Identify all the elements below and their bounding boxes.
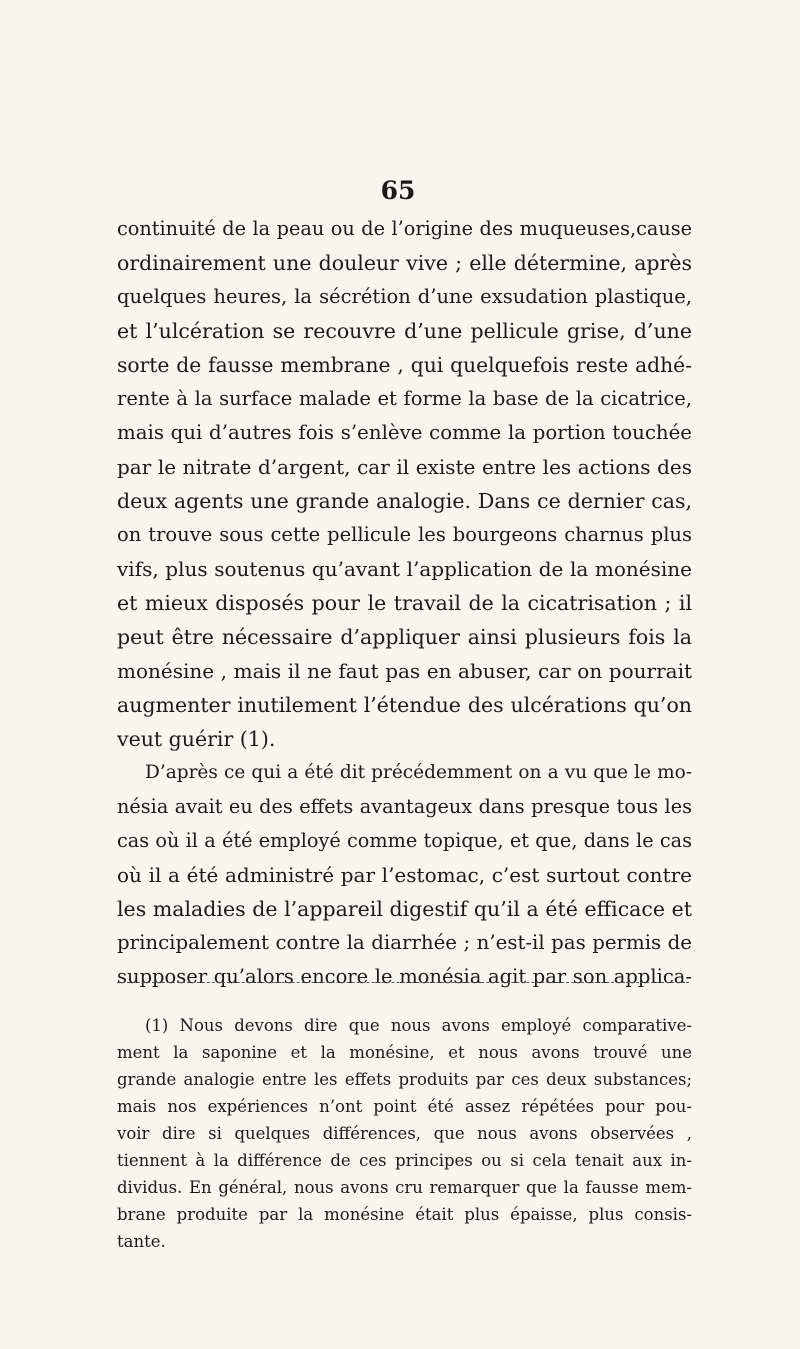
body-line: sorte de fausse membrane , qui quelquefois reste adhé- (117, 353, 692, 377)
page-number: 65 (380, 176, 416, 205)
body-line: deux agents une grande analogie. Dans ce dernier cas, (117, 489, 692, 513)
body-line: on trouve sous cette pellicule les bourgeons charnus plus (117, 523, 692, 546)
footnote-line: voir dire si quelques différences, que nous avons observées , (117, 1124, 692, 1143)
body-line: supposer qu’alors encore le monésia agit par son applica- (117, 965, 692, 988)
body-line: augmenter inutilement l’étendue des ulcérations qu’on (117, 693, 692, 717)
footnote-line: tiennent à la différence de ces principes ou si cela tenait aux in- (117, 1151, 692, 1170)
body-line: et l’ulcération se recouvre d’une pellicule grise, d’une (117, 319, 692, 343)
body-line: cas où il a été employé comme topique, et que, dans le cas (117, 829, 692, 852)
footnote-line: mais nos expériences n’ont point été assez répétées pour pou- (117, 1097, 692, 1116)
body-line: mais qui d’autres fois s’enlève comme la portion touchée (117, 421, 692, 444)
footnote-line: (1) Nous devons dire que nous avons employé comparative- (145, 1016, 692, 1035)
footnote-line: ment la saponine et la monésine, et nous avons trouvé une (117, 1043, 692, 1062)
body-line: par le nitrate d’argent, car il existe entre les actions des (117, 455, 692, 479)
body-line: et mieux disposés pour le travail de la cicatrisation ; il (117, 591, 692, 615)
body-line: vifs, plus soutenus qu’avant l’application de la monésine (117, 557, 692, 581)
body-line: continuité de la peau ou de l’origine des muqueuses,cause (117, 217, 692, 240)
footnote-separator (117, 982, 689, 983)
body-line: ordinairement une douleur vive ; elle détermine, après (117, 251, 692, 275)
body-line: veut guérir (1). (117, 727, 276, 751)
body-line: les maladies de l’appareil digestif qu’il a été efficace et (117, 897, 692, 921)
body-line: monésine , mais il ne faut pas en abuser, car on pourrait (117, 659, 692, 683)
body-line: principalement contre la diarrhée ; n’est-il pas permis de (117, 931, 692, 954)
body-line: quelques heures, la sécrétion d’une exsudation plastique, (117, 285, 692, 308)
footnote-line: grande analogie entre les effets produits par ces deux substances; (117, 1070, 692, 1089)
body-line: rente à la surface malade et forme la base de la cicatrice, (117, 387, 692, 410)
body-line: nésia avait eu des effets avantageux dans presque tous les (117, 795, 692, 818)
footnote-line: brane produite par la monésine était plus épaisse, plus consis- (117, 1205, 692, 1224)
footnote-line: tante. (117, 1232, 166, 1251)
footnote-line: dividus. En général, nous avons cru remarquer que la fausse mem- (117, 1178, 692, 1197)
body-line: peut être nécessaire d’appliquer ainsi plusieurs fois la (117, 625, 692, 649)
body-line: D’après ce qui a été dit précédemment on a vu que le mo- (145, 762, 692, 783)
body-line: où il a été administré par l’estomac, c’est surtout contre (117, 863, 692, 887)
